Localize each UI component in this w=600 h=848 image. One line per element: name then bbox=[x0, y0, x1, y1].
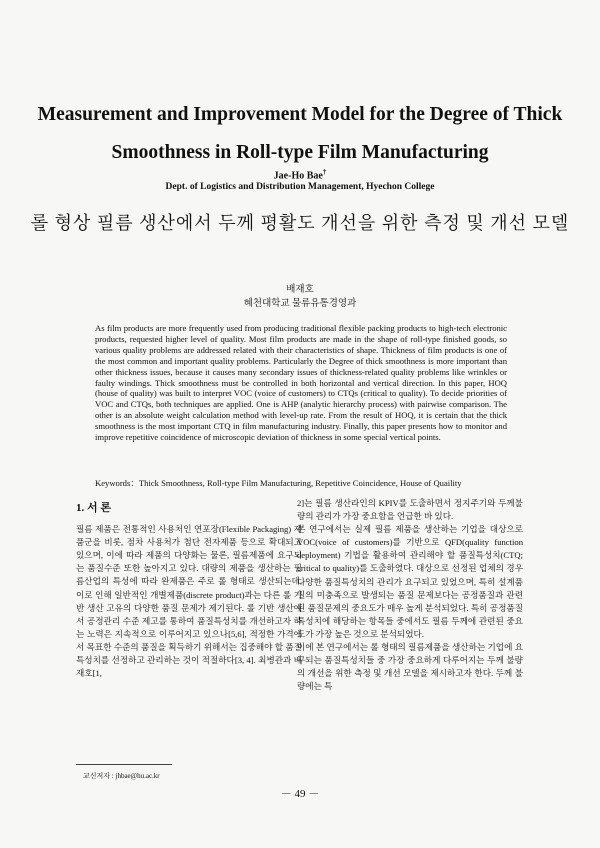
right-column bbox=[297, 497, 523, 693]
right-column-paragraph-3: 이에 본 연구에서는 롤 형태의 필름제품을 생산하는 기업에 요구되는 품질특성치들 중 가장 중요하게 다루어지는 두께 불량의 개선을 위한 측정 및 개선 모델을 제시하고자 한다. 두께 불량에는 특 bbox=[297, 642, 523, 692]
author-english bbox=[0, 168, 600, 181]
left-column-paragraph: 필름 제품은 전통적인 사용처인 연포장(Flexible Packaging) 제품군을 비롯, 점차 사용처가 첨단 전자제품 등으로 확대되고 있으며, 이에 따라 제품의 다양화는 물론, 필름제품에 요구되는 품질수준 또한 높아지고 있다. 대량의 제품을 생산하는 필름산업의 특성에 따라 완제품은 주로 롤 형태로 생산되는데, 이로 인해 일반적인 개별제품(discrete product)과는 다른 롤 기반 생산 고유의 다양한 품질 문제가 제기된다. 롤 기반 생산에서 공정관리 수준 제고를 통하여 품질특성치를 개선하고자 하는 노력은 지속적으로 이루어지고 있으나[5,6], 적정한 가격에서 목표한 수준의 품질을 획득하기 위해서는 집중해야 할 품질특성치를 선정하고 관리하는 것이 적절하다[3, 4]. 최병관과 배재호[1, bbox=[76, 524, 302, 679]
footnote-divider bbox=[76, 764, 172, 765]
paper-title-korean: 롤 형상 필름 생산에서 두께 평활도 개선을 위한 측정 및 개선 모델 bbox=[30, 213, 570, 233]
affiliation-korean: 혜천대학교 물류유통경영과 bbox=[243, 299, 357, 309]
paper-title-english: Measurement and Improvement Model for the Degree of Thick Smoothness in Roll-type Film Manufacturing bbox=[37, 104, 563, 163]
right-column-paragraph-1: 2]는 필름 생산라인의 KPIV를 도출하면서 정지주기와 두께불량의 관리가 가장 중요함을 언급한 바 있다. bbox=[297, 498, 523, 522]
abstract: As film products are more frequently used from producing traditional flexible packing products to high-tech electronic products, requested higher level of quality. Most film products are made in the shape of roll-type finished goods, so various quality problems are addressed related with their characteristics of shape. Thickness of film products is one of the most common and important quality problems. Particularly the Degree of thick smoothness is more important than other thickness issues, because it causes many secondary issues of thickness-related quality problems like wrinkles or faulty windings. Thick smoothness must be controlled in both horizontal and vertical direction. In this paper, HOQ (house of quality) was built to interpret VOC (voice of customers) to CTQs (critical to quality). To decide priorities of VOC and CTQs, both techniques are applied. One is AHP (analytic hierarchy process) with pairwise comparison. The other is an absolute weight calculation method with level-up rate. From the result of HOQ, it is certain that the thick smoothness is the most important CTQ in film manufacturing industry. Finally, this paper presents how to monitor and improve repetitive coincidence of microscopic deviation of thickness in some special vertical points. bbox=[95, 323, 507, 443]
page-number: － 49 － bbox=[280, 788, 320, 800]
author-name: Jae-Ho Bae bbox=[273, 170, 323, 182]
keywords: Keywords：Thick Smoothness, Roll-type Film Manufacturing, Repetitive Coincidence, House of Quaility bbox=[95, 478, 462, 488]
affiliation-english: Dept. of Logistics and Distribution Management, Hyechon College bbox=[165, 182, 435, 192]
section-heading-introduction: 1. 서 론 bbox=[76, 502, 112, 514]
left-column bbox=[76, 500, 302, 680]
corresponding-mark: † bbox=[322, 168, 327, 176]
right-column-paragraph-2: 본 연구에서는 실제 필름 제품을 생산하는 기업을 대상으로 VOC(voice of customers)를 기반으로 QFD(quality function deployment) 기법을 활용하여 관리해야 할 품질특성치(CTQ; critical to quality)를 도출하였다. 대상으로 선정된 업체의 경우 다양한 품질특성치의 관리가 요구되고 있었으며, 특히 설계품질의 미충족으로 발생되는 품질 문제보다는 공정품질과 관련된 품질문제의 중요도가 매우 높게 분석되었다. 특히 공정품질특성치에 해당하는 항목들 중에서도 필름 두께에 관련된 중요도가 가장 높은 것으로 분석되었다. bbox=[297, 524, 523, 639]
author-korean: 배재호 bbox=[286, 285, 314, 295]
footnote-corresponding-author: 교신저자 : jhbae@hu.ac.kr bbox=[83, 772, 160, 780]
